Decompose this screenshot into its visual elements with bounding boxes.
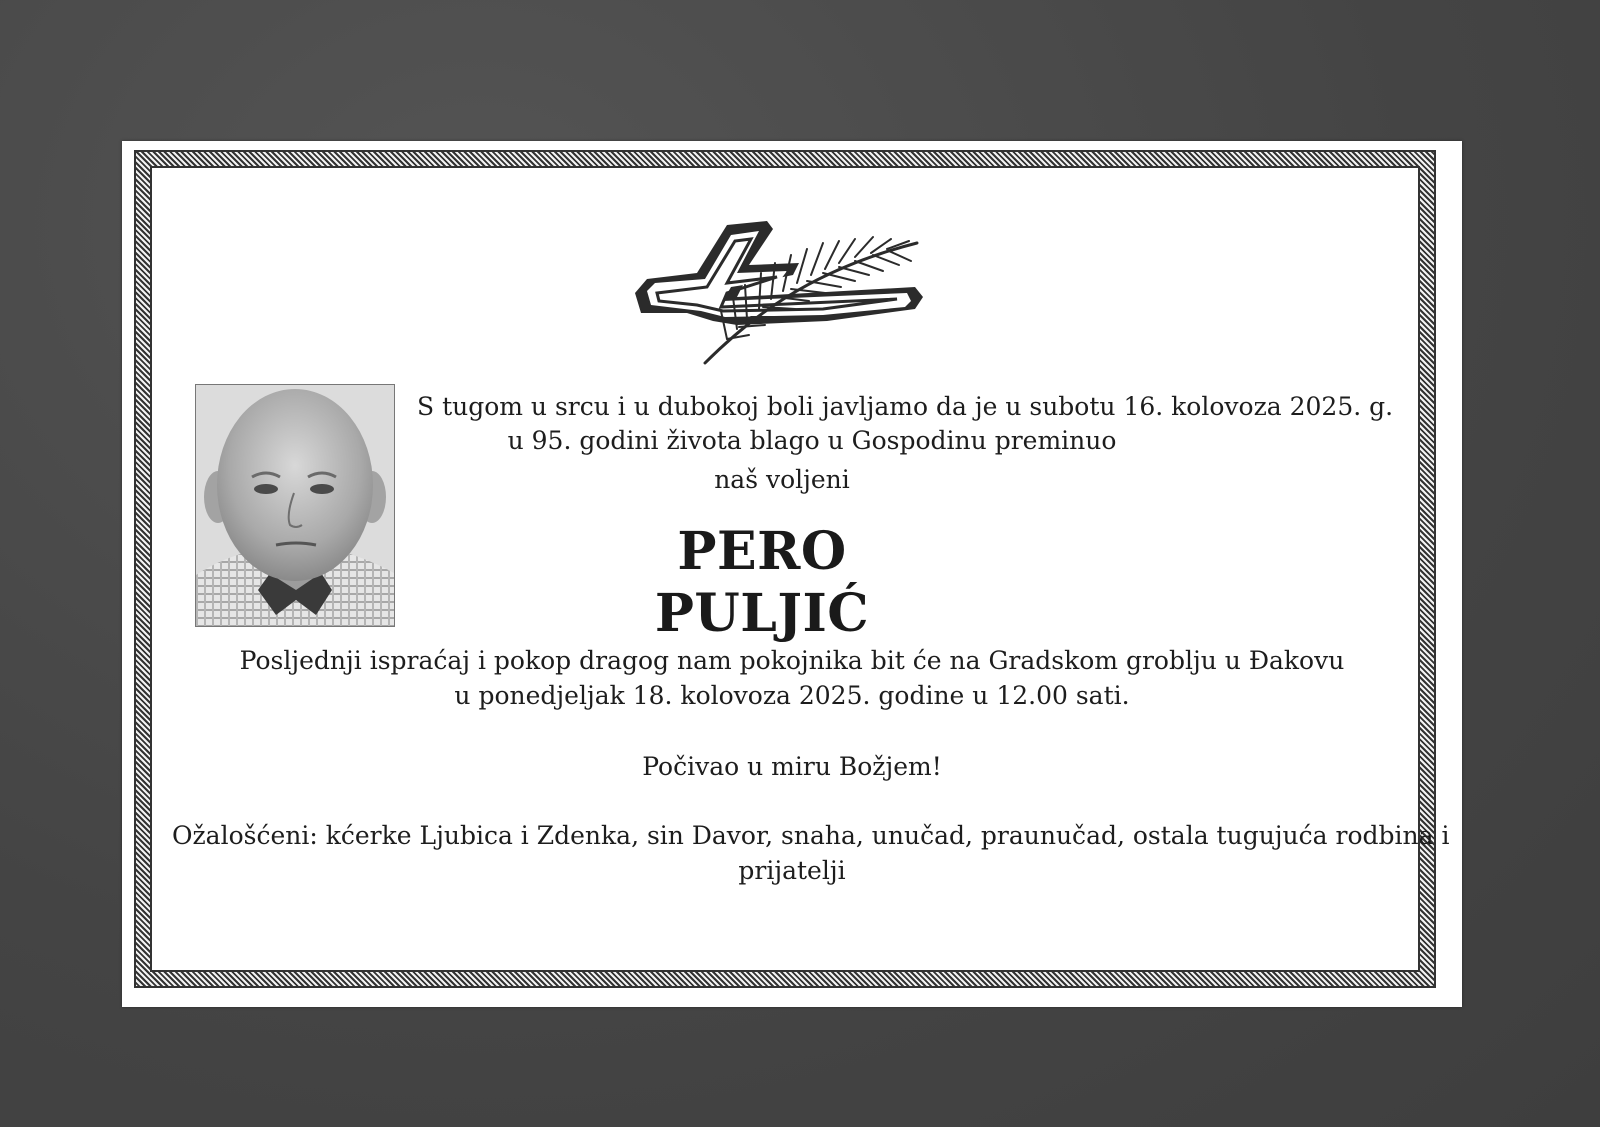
intro-line-3: naš voljeni	[714, 465, 850, 494]
mourners-line-2: prijatelji	[738, 856, 846, 885]
mourners-line-1: Ožalošćeni: kćerke Ljubica i Zdenka, sin Davor, snaha, unučad, praunučad, ostala tugujuća rodbina i	[172, 821, 1450, 850]
intro-line-1: S tugom u srcu i u dubokoj boli javljamo da je u subotu 16. kolovoza 2025. g.	[417, 392, 1394, 421]
portrait-image	[196, 385, 394, 626]
funeral-line-1: Posljednji ispraćaj i pokop dragog nam pokojnika bit će na Gradskom groblju u Đakovu	[239, 646, 1345, 675]
intro-line-2: u 95. godini života blago u Gospodinu preminuo	[507, 426, 1117, 455]
funeral-line-2: u ponedjeljak 18. kolovoza 2025. godine u 12.00 sati.	[454, 681, 1130, 710]
cross-with-palm-branch-icon	[627, 221, 927, 366]
obituary-card	[122, 141, 1462, 1007]
deceased-name: PERO PULJIĆ	[654, 521, 870, 644]
rest-in-peace-line: Počivao u miru Božjem!	[642, 752, 942, 781]
portrait-photo	[195, 384, 395, 627]
